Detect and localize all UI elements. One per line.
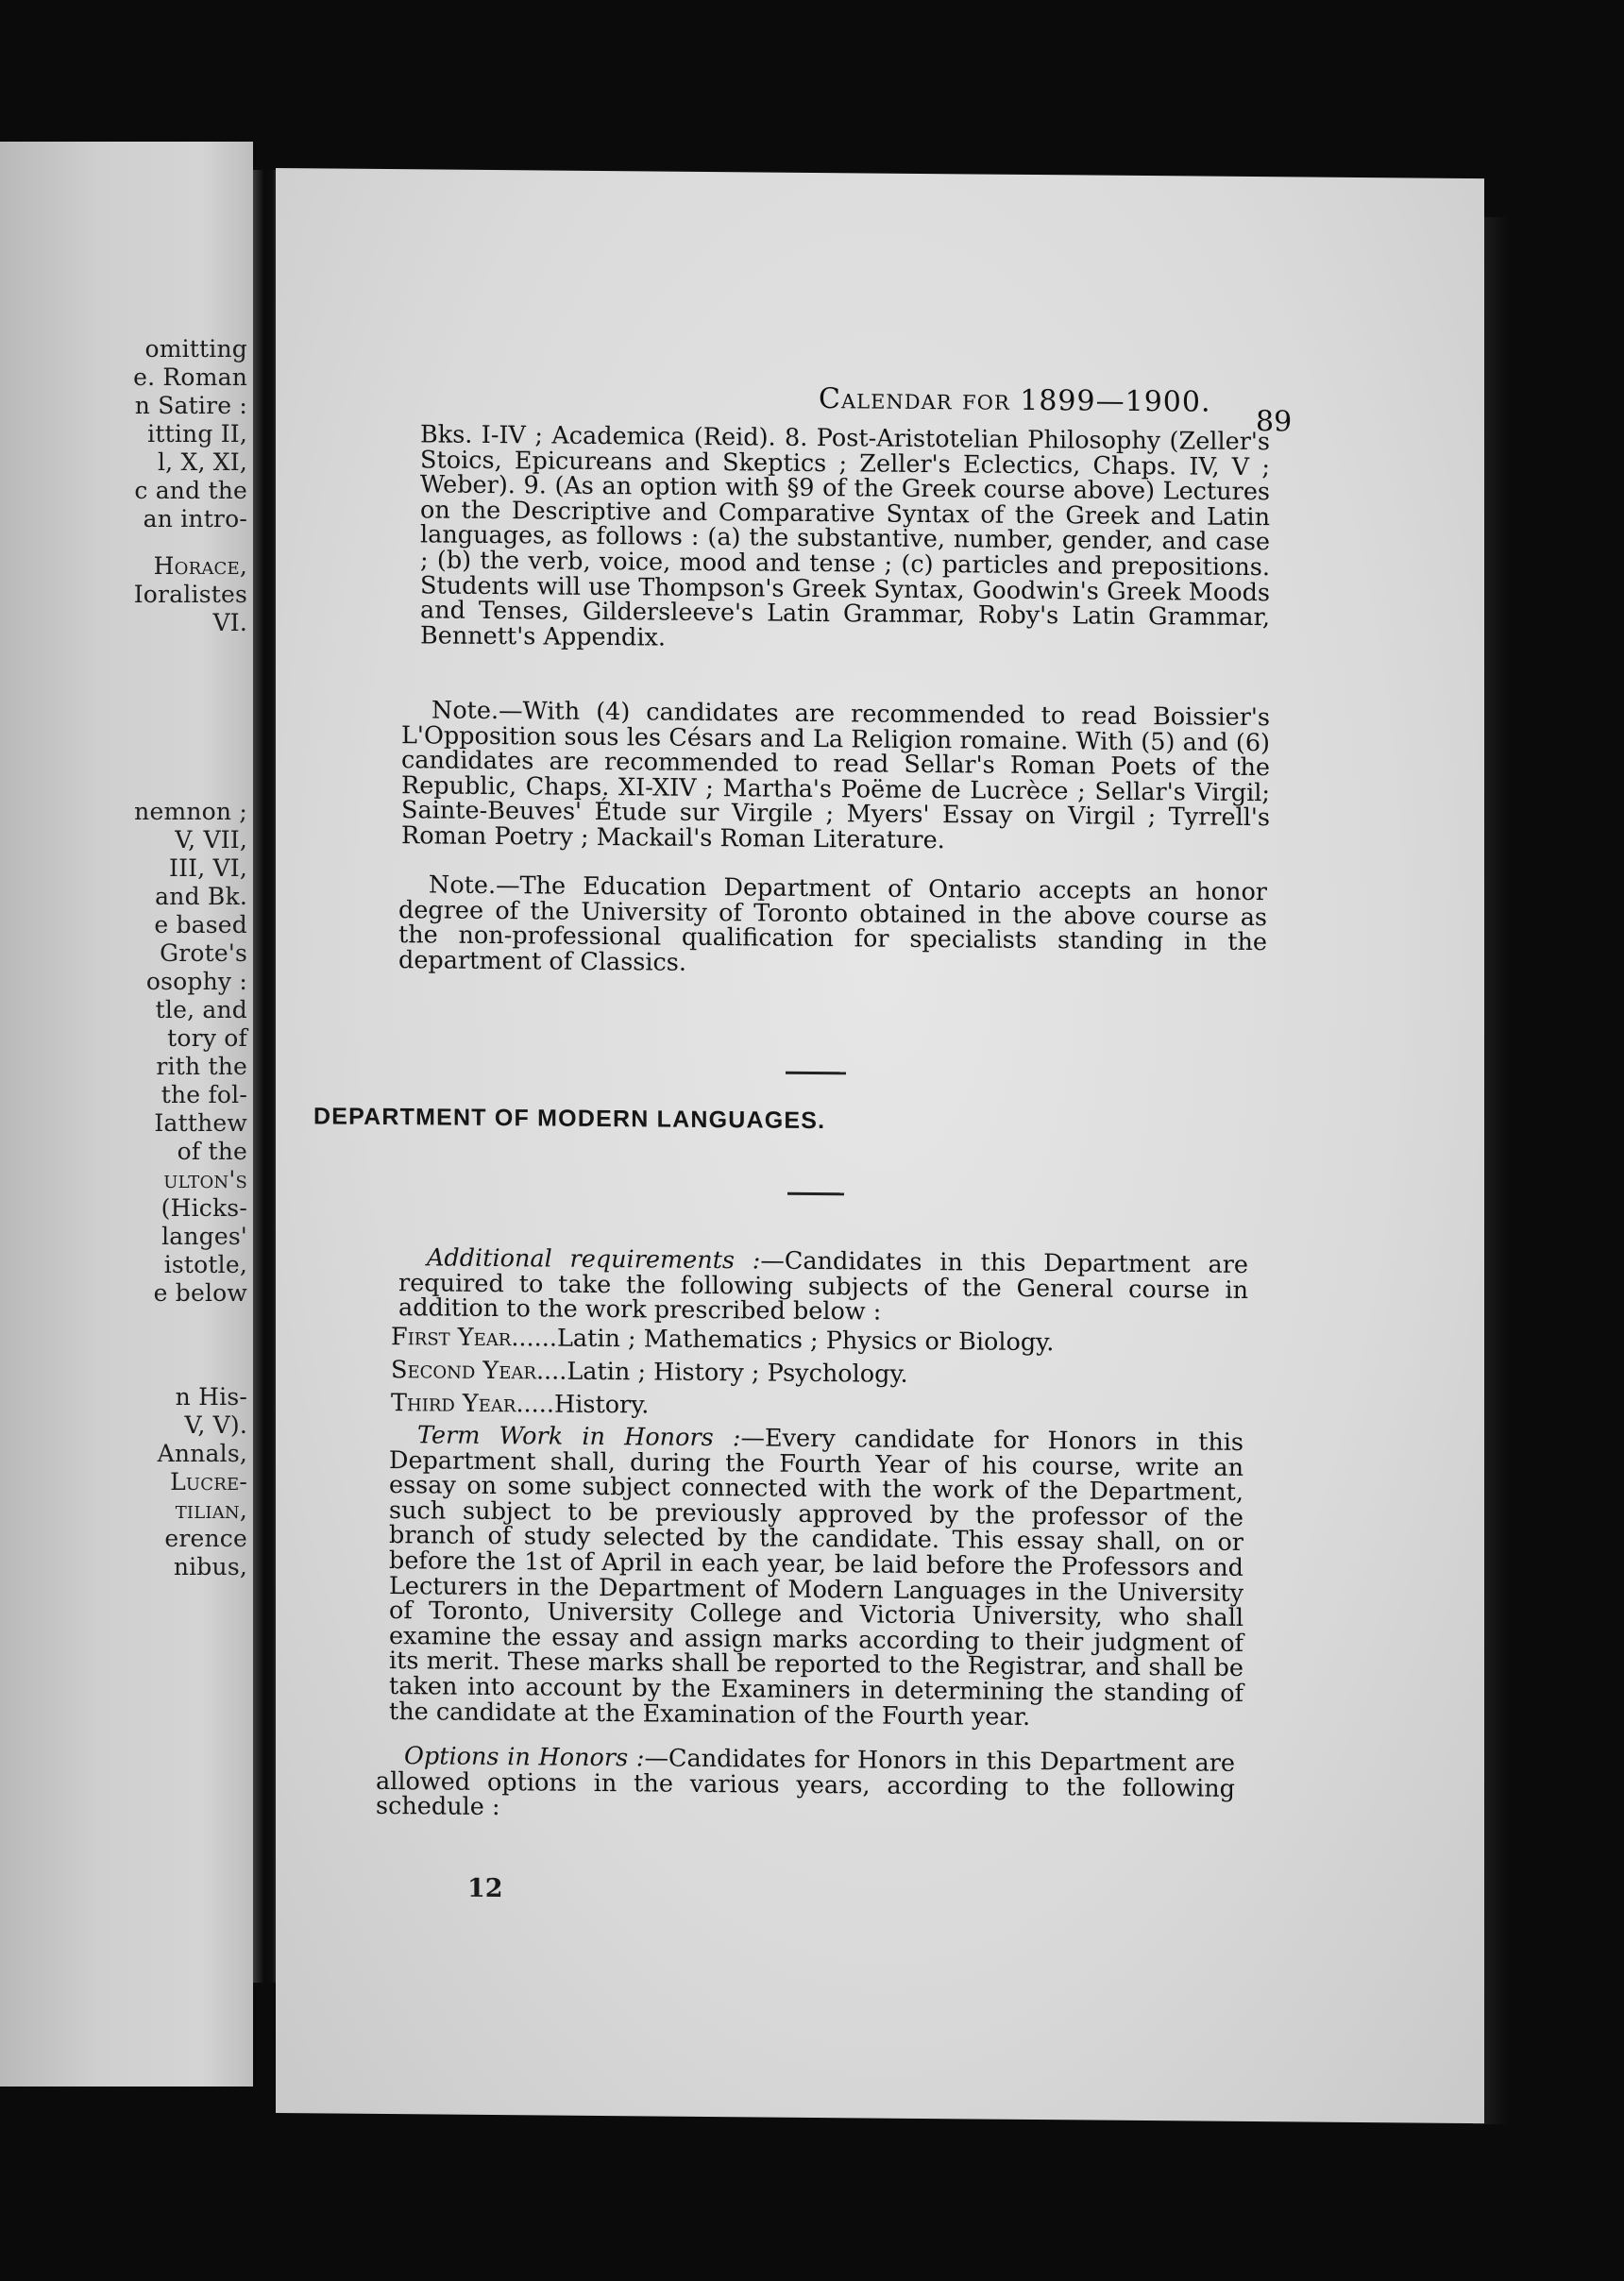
left-page-line: an intro-	[143, 505, 247, 532]
left-page-line: omitting	[144, 335, 247, 363]
left-page-line: III, VI,	[169, 854, 247, 882]
left-page-line: Lucre-	[170, 1468, 247, 1495]
left-page-line: n Satire :	[134, 392, 247, 419]
first-year-label: First Year	[391, 1323, 512, 1353]
left-page-line: e below	[153, 1279, 247, 1307]
left-facing-page	[0, 142, 253, 2087]
additional-requirements-text: —Candidates in this Department are required to take the following subjects of the General course in addition to the work prescribed below :	[398, 1246, 1248, 1326]
left-page-line: osophy :	[145, 968, 247, 995]
left-page-line: e based	[154, 911, 247, 938]
term-work-lead: Term Work in Honors :	[417, 1421, 741, 1453]
second-year-subjects: ....Latin ; History ; Psychology.	[535, 1357, 908, 1389]
right-page	[276, 168, 1484, 2123]
left-page-line: e. Roman	[133, 363, 247, 391]
left-page-line: l, X, XI,	[157, 448, 247, 476]
term-work-text: —Every candidate for Honors in this Department shall, during the Fourth Year of his course, write an essay on some subject connected with the work of the Department, such subject to be previously approved by the professor of the branch of study selected by the candidate. This essay shall, on or before the 1st of April in each year, be laid before the Professors and Lecturers in the Department of Modern Languages in the University of Toronto, University College and Victoria University, who shall examine the essay and assign marks according to their judgment of its merit. These marks shall be reported to the Registrar, and shall be taken into account by the Examiners in determining the standing of the candidate at the Examination of the Fourth year.	[389, 1424, 1243, 1732]
left-page-line: and Bk.	[155, 883, 247, 910]
left-page-line: itting II,	[147, 420, 247, 448]
note-education-department: Note.—The Education Department of Ontario accepts an honor degree of the University of Toronto obtained in the above course as the non-professional qualification for specialists standing in the department of Classics.	[398, 870, 1267, 977]
options-lead: Options in Honors :	[404, 1742, 645, 1773]
heading-rule-top	[786, 1072, 846, 1075]
left-page-line: Ioralistes	[133, 581, 247, 608]
left-page-line: Iatthew	[154, 1109, 247, 1137]
left-page-line: of the	[177, 1138, 247, 1165]
third-year-line	[391, 1389, 649, 1419]
note-readings: Note.—With (4) candidates are recommended to read Boissier's L'Opposition sous les Césars and La Religion romaine. With (5) and (6) candidates are recommended to read Sellar's Roman Poets of the Republic, Chaps. XI-XIV ; Martha's Poëme de Lucrèce ; Sellar's Virgil; Sainte-Beuves' Étude sur Virgile ; Myers' Essay on Virgil ; Tyrrell's Roman Poetry ; Mackail's Roman Literature.	[401, 696, 1270, 855]
department-heading: DEPARTMENT OF MODERN LANGUAGES.	[313, 1103, 826, 1135]
classics-paragraph: Bks. I-IV ; Academica (Reid). 8. Post-Aristotelian Philosophy (Zeller's Stoics, Epicureans and Skeptics ; Zeller's Eclectics, Chaps. IV, V ; Weber). 9. (As an option with §9 of the Greek course above) Lectures on the Descriptive and Comparative Syntax of the Greek and Latin languages, as follows : (a) the substantive, number, gender, and case ; (b) the verb, voice, mood and tense ; (c) particles and prepositions. Students will use Thompson's Greek Syntax, Goodwin's Greek Moods and Tenses, Gildersleeve's Latin Grammar, Roby's Latin Grammar, Bennett's Appendix.	[420, 420, 1270, 652]
options-in-honors	[376, 1744, 1235, 1827]
first-year-subjects: ......Latin ; Mathematics ; Physics or Biology.	[511, 1324, 1055, 1358]
left-page-line: rith the	[156, 1053, 247, 1080]
second-year-line	[391, 1356, 908, 1389]
left-page-line: c and the	[134, 477, 247, 504]
left-page-line: tle, and	[155, 996, 247, 1023]
left-page-line: V, V).	[184, 1411, 247, 1439]
left-page-line: n His-	[175, 1383, 247, 1411]
options-text: —Candidates for Honors in this Department are allowed options in the various years, according to the following schedule :	[376, 1744, 1235, 1822]
left-page-line: langes'	[161, 1223, 247, 1250]
left-page-line: VI.	[212, 609, 247, 636]
left-page-line: nibus,	[173, 1553, 247, 1580]
left-page-line: Horace,	[153, 552, 247, 580]
third-year-subjects: .....History.	[516, 1390, 650, 1420]
left-page-line: V, VII,	[175, 826, 247, 853]
additional-requirements	[398, 1245, 1248, 1328]
left-page-line: erence	[164, 1525, 247, 1552]
left-page-line: nemnon ;	[134, 798, 247, 825]
third-year-label: Third Year	[391, 1389, 516, 1419]
left-page-line: tilian,	[175, 1496, 247, 1524]
second-year-label: Second Year	[391, 1356, 536, 1386]
left-page-line: Grote's	[160, 939, 247, 967]
heading-rule-bottom	[787, 1192, 844, 1196]
first-year-line	[391, 1323, 1054, 1357]
left-page-line: the fol-	[161, 1081, 247, 1108]
term-work-in-honors	[389, 1423, 1243, 1732]
left-page-line: Annals,	[157, 1440, 247, 1467]
left-page-line: tory of	[167, 1024, 247, 1052]
page-number: 89	[1256, 405, 1293, 439]
signature-mark: 12	[467, 1873, 503, 1904]
running-head: Calendar for 1899—1900.	[819, 382, 1211, 419]
left-page-line: (Hicks-	[161, 1194, 247, 1222]
left-page-line: istotle,	[163, 1251, 247, 1278]
additional-requirements-lead: Additional requirements :	[427, 1243, 761, 1276]
left-page-line: ulton's	[163, 1166, 247, 1193]
